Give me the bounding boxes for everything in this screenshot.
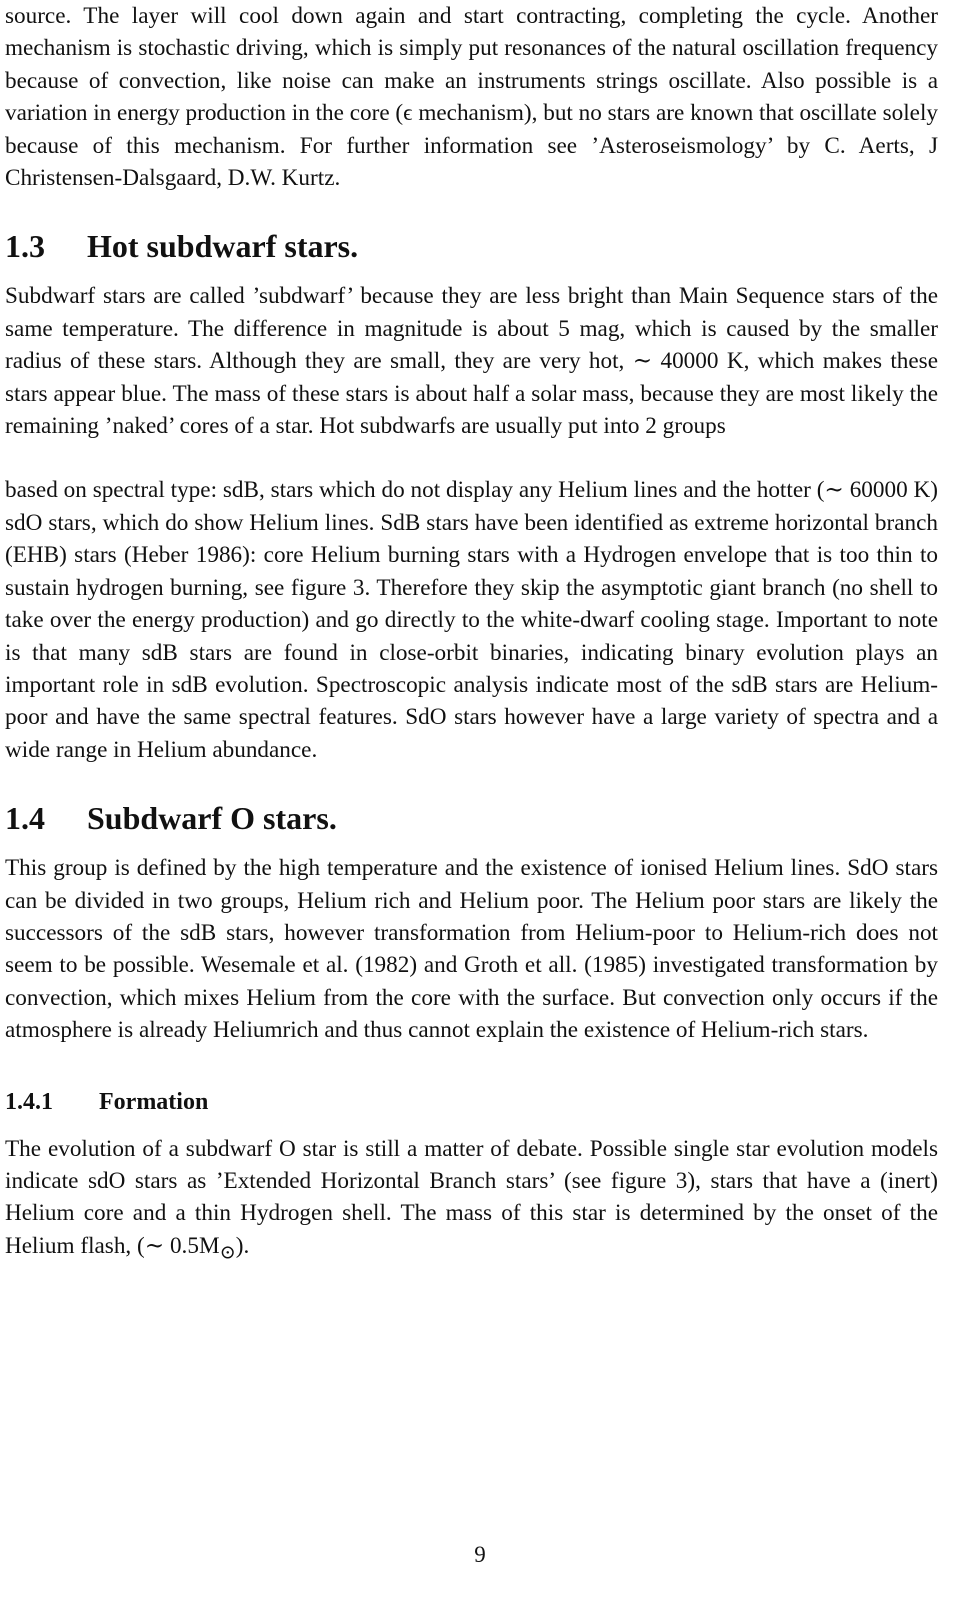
page-number: 9: [474, 1542, 486, 1567]
formation-closing: ).: [235, 1232, 250, 1259]
paragraph-sdo-groups: This group is defined by the high temperature and the existence of ionised Helium lines. SdO stars can be divided in two groups, Helium rich and Helium poor. The Helium poor stars are likely the successors of the sdB stars, however transformation from Helium-poor to Helium-rich does not seem to be possible. Wesemale et al. (1982) and Groth et all. (1985) investigated transformation by convection, which mixes Helium from the core with the surface. But convection only occurs if the atmosphere is already Heliumrich and thus cannot explain the existence of Helium-rich stars.: [5, 855, 938, 1044]
solar-mass-subscript: ⊙: [219, 1242, 236, 1264]
section-heading-hot-subdwarf: [5, 228, 938, 264]
paragraph-formation: [5, 1133, 938, 1270]
paragraph-subdwarf-intro: Subdwarf stars are called ’subdwarf’ because they are less bright than Main Sequence stars of the same temperature. The difference in magnitude is about 5 mag, which is caused by the smaller radius of these stars. Although they are small, they are very hot, ∼ 40000 K, which makes these stars appear blue. The mass of these stars is about half a solar mass, because they are most likely the remaining ’naked’ cores of a star. Hot subdwarfs are usually put into 2 groups: [5, 283, 938, 440]
subsection-title: Formation: [99, 1088, 209, 1115]
subsection-heading-formation: [5, 1087, 938, 1117]
subsection-number: 1.4.1: [5, 1088, 53, 1115]
section-title: Subdwarf O stars.: [87, 800, 337, 837]
document-page: [5, 0, 938, 1270]
formation-text: The evolution of a subdwarf O star is still a matter of debate. Possible single star evolution models indicate sdO stars as ’Extended Horizontal Branch stars’ (see figure 3), stars that have a (inert) Helium core and a thin Hydrogen shell. The mass of this star is determined by the onset of the Helium flash, (∼ 0.5M: [5, 1135, 938, 1259]
section-number: 1.4: [5, 800, 45, 837]
section-number: 1.3: [5, 228, 45, 265]
paragraph-subdwarf-groups: based on spectral type: sdB, stars which do not display any Helium lines and the hotter (∼ 60000 K) sdO stars, which do show Helium lines. SdB stars have been identified as extreme horizontal branch (EHB) stars (Heber 1986): core Helium burning stars with a Hydrogen envelope that is too thin to sustain hydrogen burning, see figure 3. Therefore they skip the asymptotic giant branch (no shell to take over the energy production) and go directly to the white-dwarf cooling stage. Important to note is that many sdB stars are found in close-orbit binaries, indicating binary evolution plays an important role in sdB evolution. Spectroscopic analysis indicate most of the sdB stars are Helium-poor and have the same spectral features. SdO stars however have a large variety of spectra and a wide range in Helium abundance.: [5, 477, 938, 763]
paragraph-mechanisms: source. The layer will cool down again and start contracting, completing the cycle. Another mechanism is stochastic driving, which is simply put resonances of the natural oscillation frequency because of convection, like noise can make an instruments strings oscillate. Also possible is a variation in energy production in the core (ϵ mechanism), but no stars are known that oscillate solely because of this mechanism. For further information see ’Asteroseismology’ by C. Aerts, J Christensen-Dalsgaard, D.W. Kurtz.: [5, 3, 938, 192]
section-title: Hot subdwarf stars.: [87, 228, 359, 265]
section-heading-subdwarf-o: [5, 800, 938, 836]
